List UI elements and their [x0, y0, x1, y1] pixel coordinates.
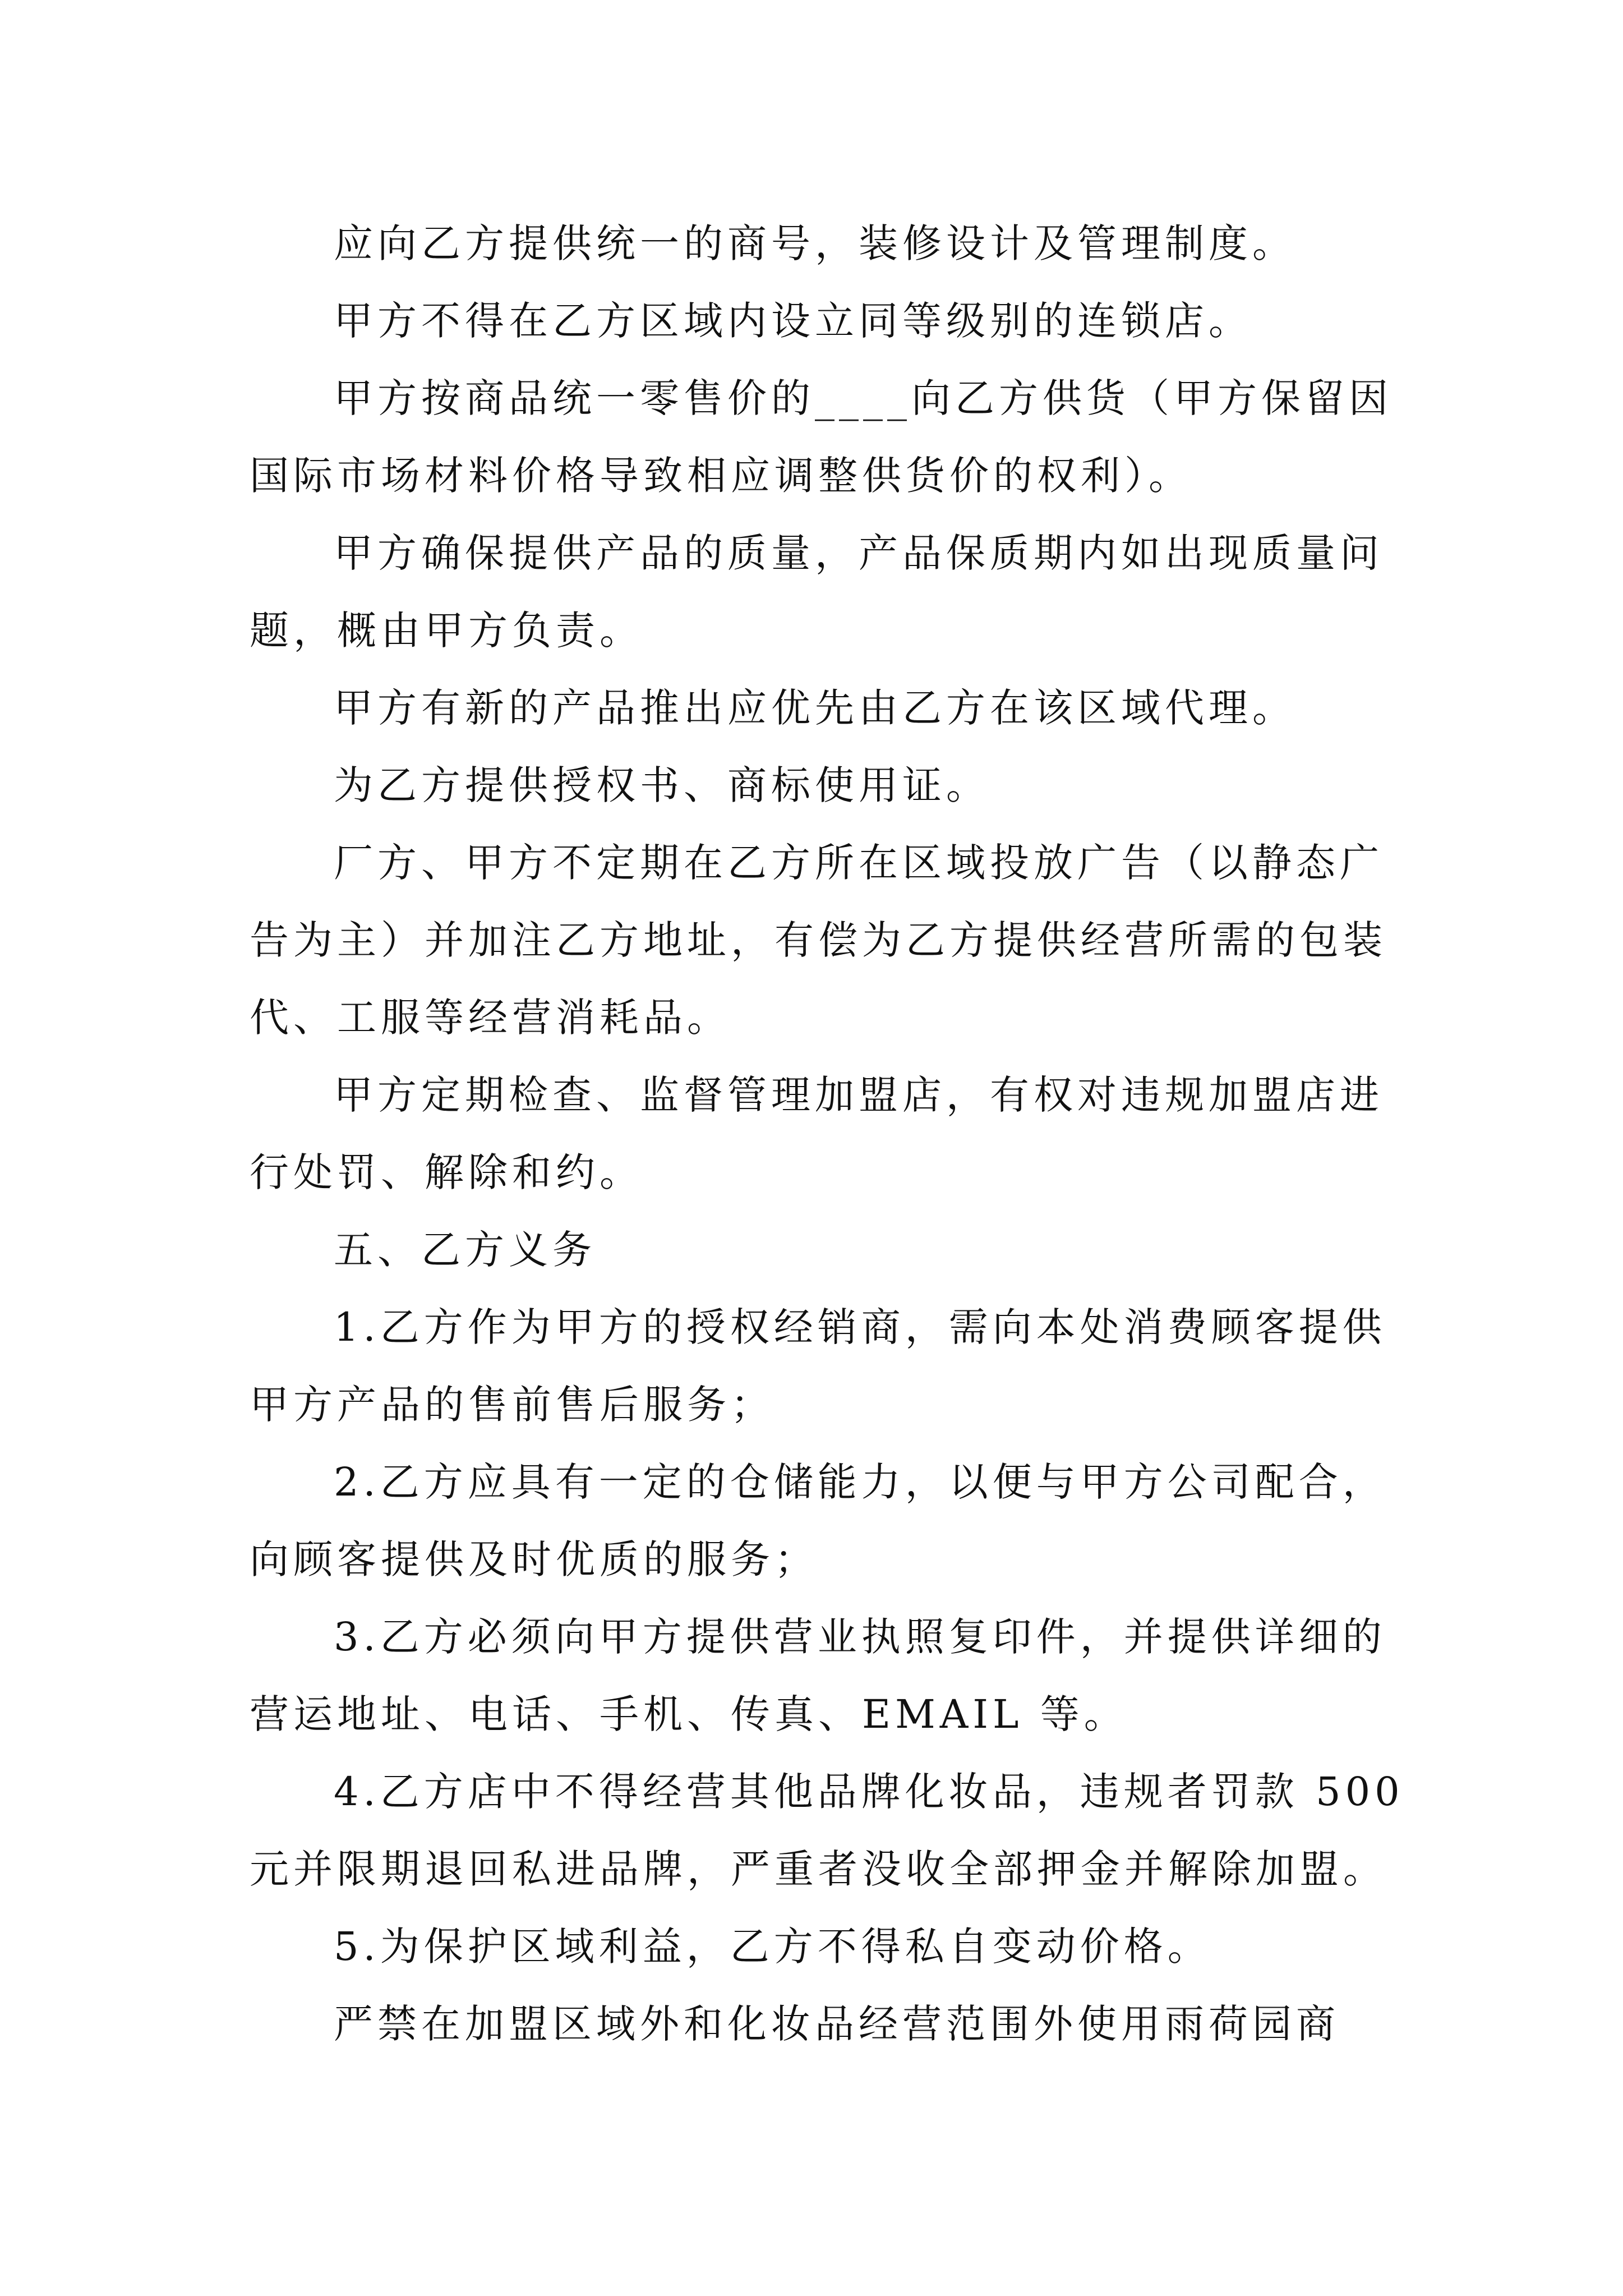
- paragraph-line: 5.为保护区域利益，乙方不得私自变动价格。: [334, 1924, 1211, 1970]
- document-body: [250, 205, 1404, 2063]
- paragraph-line: 甲方产品的售前售后服务；: [250, 1382, 774, 1428]
- paragraph-line: 甲方有新的产品推出应优先由乙方在该区域代理。: [334, 685, 1296, 731]
- section-heading: 五、乙方义务: [334, 1227, 596, 1273]
- paragraph-line: 国际市场材料价格导致相应调整供货价的权利）。: [250, 453, 1192, 499]
- paragraph-line: 应向乙方提供统一的商号，装修设计及管理制度。: [334, 220, 1296, 266]
- paragraph-line: 3.乙方必须向甲方提供营业执照复印件，并提供详细的: [334, 1614, 1386, 1660]
- paragraph-line: 2.乙方应具有一定的仓储能力，以便与甲方公司配合，: [334, 1459, 1386, 1505]
- paragraph-line: 告为主）并加注乙方地址，有偿为乙方提供经营所需的包装: [250, 917, 1387, 963]
- paragraph-line: 甲方定期检查、监督管理加盟店，有权对违规加盟店进: [334, 1072, 1384, 1118]
- paragraph-line: 甲方按商品统一零售价的____向乙方供货（甲方保留因: [334, 375, 1393, 421]
- paragraph-line: 元并限期退回私进品牌，严重者没收全部押金并解除加盟。: [250, 1846, 1387, 1892]
- paragraph-line: 甲方不得在乙方区域内设立同等级别的连锁店。: [334, 298, 1252, 344]
- paragraph-line: 营运地址、电话、手机、传真、EMAIL 等。: [250, 1691, 1128, 1737]
- paragraph-line: 代、工服等经营消耗品。: [250, 995, 731, 1041]
- paragraph-line: 厂方、甲方不定期在乙方所在区域投放广告（以静态广: [334, 840, 1384, 886]
- paragraph-line: 向顾客提供及时优质的服务；: [250, 1536, 818, 1582]
- paragraph-line: 为乙方提供授权书、商标使用证。: [334, 762, 990, 808]
- paragraph-line: 题，概由甲方负责。: [250, 608, 643, 654]
- paragraph-line: 严禁在加盟区域外和化妆品经营范围外使用雨荷园商: [334, 2001, 1340, 2047]
- paragraph-line: 甲方确保提供产品的质量，产品保质期内如出现质量问: [334, 530, 1384, 576]
- paragraph-line: 行处罚、解除和约。: [250, 1149, 643, 1195]
- paragraph-line: 4.乙方店中不得经营其他品牌化妆品，违规者罚款 500: [334, 1769, 1404, 1815]
- paragraph-line: 1.乙方作为甲方的授权经销商，需向本处消费顾客提供: [334, 1304, 1386, 1350]
